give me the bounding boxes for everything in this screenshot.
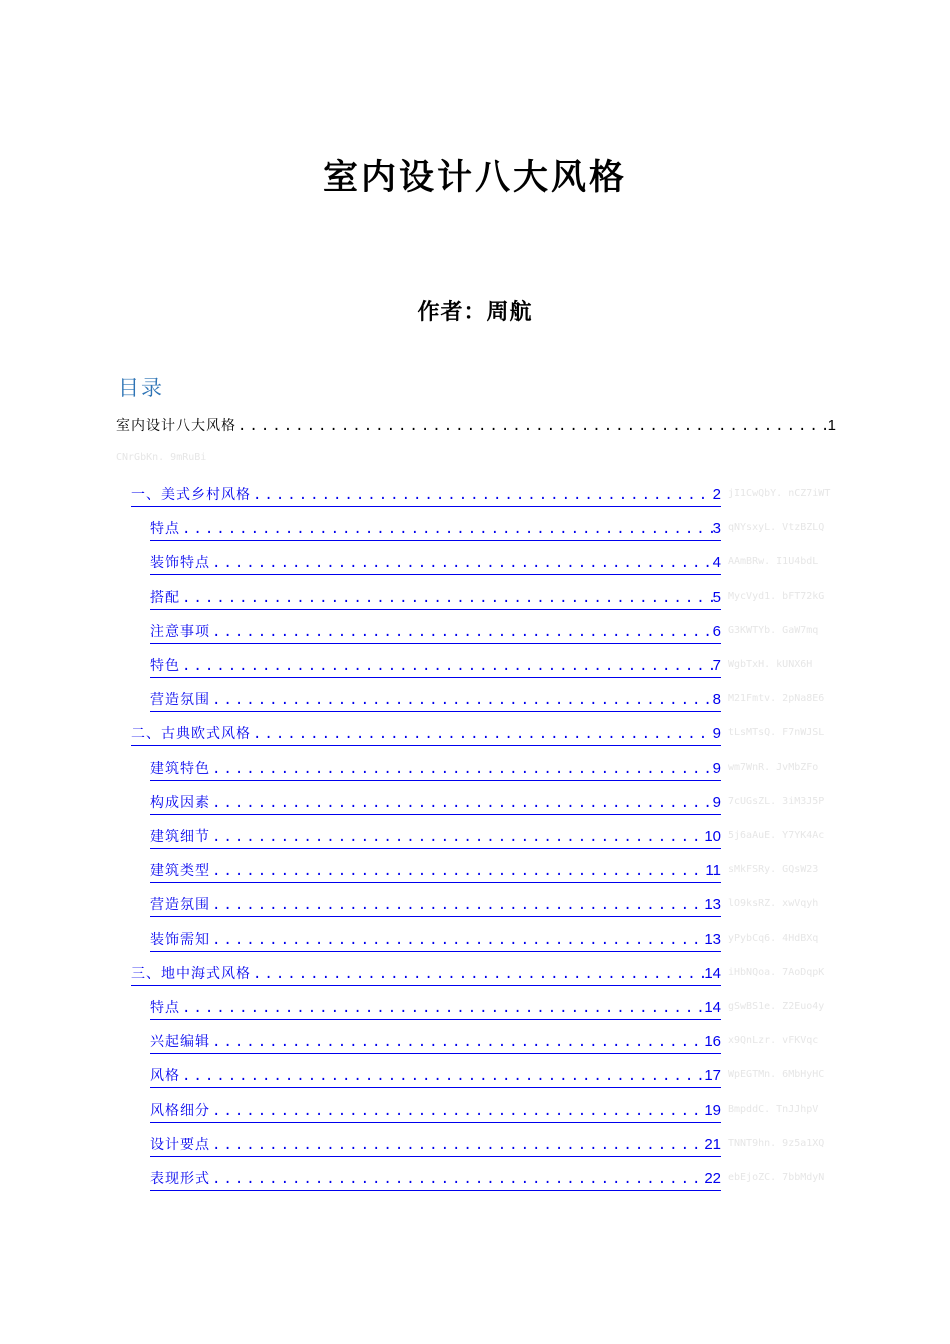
toc-entry-page: 21	[704, 1136, 721, 1153]
toc-dot-leader	[180, 1000, 704, 1016]
toc-entry-label: 装饰特点	[150, 555, 210, 571]
toc-entry-page: 16	[704, 1033, 721, 1050]
toc-dot-leader	[210, 624, 713, 640]
ghost-code: tLsMTsQ. F7nWJSL	[728, 727, 825, 738]
toc-entry-label: 建筑细节	[150, 829, 210, 845]
toc-entry-page: 5	[712, 589, 721, 606]
toc-entry-page: 9	[712, 725, 721, 742]
ghost-code: MycVyd1. bFT72kG	[728, 591, 825, 602]
toc-entry-label: 特点	[150, 1000, 180, 1016]
ghost-code: 5j6aAuE. Y7YK4Ac	[728, 830, 825, 841]
toc-entry-page: 4	[712, 554, 721, 571]
toc-dot-leader	[210, 1034, 704, 1050]
toc-entry-label: 装饰需知	[150, 932, 210, 948]
toc-dot-leader	[251, 966, 704, 982]
toc-entry-page: 19	[704, 1102, 721, 1119]
toc-entry-link[interactable]	[150, 655, 721, 678]
toc-entry-label: 构成因素	[150, 795, 210, 811]
toc-entry-link[interactable]	[150, 587, 721, 610]
toc-root-entry	[116, 415, 836, 437]
toc-entry-page: 9	[712, 794, 721, 811]
toc-entry-page: 22	[704, 1170, 721, 1187]
toc-entry-link[interactable]	[150, 1031, 721, 1054]
toc-entry-page: 10	[704, 828, 721, 845]
toc-entry-page: 7	[712, 657, 721, 674]
toc-entry-label: 营造氛围	[150, 897, 210, 913]
toc-entry-link[interactable]	[150, 621, 721, 644]
toc-entry-page: 8	[712, 691, 721, 708]
toc-heading: 目录	[118, 376, 164, 400]
toc-entry-link[interactable]	[131, 963, 721, 986]
toc-entry-label: 建筑特色	[150, 761, 210, 777]
toc-dot-leader	[251, 726, 713, 742]
toc-dot-leader	[210, 761, 713, 777]
ghost-code: jI1CwQbY. nCZ7iWT	[728, 488, 831, 499]
toc-entry-link[interactable]	[150, 552, 721, 575]
ghost-code: yPybCq6. 4HdBXq	[728, 933, 819, 944]
toc-entry-link[interactable]	[150, 1168, 721, 1191]
toc-dot-leader	[180, 521, 713, 537]
toc-dot-leader	[210, 932, 704, 948]
toc-entry-label: 风格	[150, 1068, 180, 1084]
toc-entry-page: 2	[712, 486, 721, 503]
toc-entry-page: 13	[704, 931, 721, 948]
ghost-code: BmpddC. TnJJhpV	[728, 1104, 819, 1115]
toc-dot-leader	[180, 658, 713, 674]
toc-entry-label: 特点	[150, 521, 180, 537]
toc-dot-leader	[210, 1171, 704, 1187]
toc-entry-label: 建筑类型	[150, 863, 210, 879]
toc-entry-link[interactable]	[131, 484, 721, 507]
toc-entry-page: 6	[712, 623, 721, 640]
document-title: 室内设计八大风格	[322, 157, 627, 198]
toc-entry-page: 14	[704, 999, 721, 1016]
toc-entry-page: 9	[712, 760, 721, 777]
ghost-code: gSwBS1e. Z2Euo4y	[728, 1001, 825, 1012]
toc-entry-label: 三、地中海式风格	[131, 966, 251, 982]
ghost-code: 7cUGsZL. 3iM3J5P	[728, 796, 825, 807]
ghost-code: sMkFSRy. GQsW23	[728, 864, 819, 875]
toc-dot-leader	[210, 897, 704, 913]
toc-entry-label: 风格细分	[150, 1103, 210, 1119]
toc-entry-page: 14	[704, 965, 721, 982]
toc-entry-page: 13	[704, 896, 721, 913]
toc-entry-link[interactable]	[150, 860, 721, 883]
toc-entry-label: 一、美式乡村风格	[131, 487, 251, 503]
toc-entry-page: 3	[712, 520, 721, 537]
toc-entry-link[interactable]	[150, 792, 721, 815]
toc-entry-link[interactable]	[150, 929, 721, 952]
toc-dot-leader	[210, 555, 713, 571]
toc-dot-leader	[210, 863, 705, 879]
toc-entry-page: 11	[705, 862, 721, 879]
ghost-code: M21Fmtv. 2pNa8E6	[728, 693, 825, 704]
toc-entry-label: 注意事项	[150, 624, 210, 640]
toc-dot-leader	[210, 1137, 704, 1153]
ghost-code: CNrGbKn. 9mRuBi	[116, 452, 207, 463]
toc-entry-link[interactable]	[150, 894, 721, 917]
toc-entry-label: 设计要点	[150, 1137, 210, 1153]
document-author: 作者：周航	[417, 299, 533, 325]
toc-entry-label: 室内设计八大风格	[116, 418, 236, 434]
ghost-code: iHbNQoa. 7AoDqpK	[728, 967, 825, 978]
toc-entry-label: 搭配	[150, 590, 180, 606]
toc-dot-leader	[210, 795, 713, 811]
toc-entry-link[interactable]	[150, 1134, 721, 1157]
ghost-code: WgbTxH. kUNX6H	[728, 659, 813, 670]
ghost-code: TNNT9hn. 9z5a1XQ	[728, 1138, 825, 1149]
toc-dot-leader	[236, 418, 828, 434]
toc-entry-label: 表现形式	[150, 1171, 210, 1187]
toc-entry-link[interactable]	[131, 723, 721, 746]
ghost-code: WpEGTMn. 6MbHyHC	[728, 1069, 825, 1080]
toc-entry-label: 兴起编辑	[150, 1034, 210, 1050]
ghost-code: wm7WnR. JvMbZFo	[728, 762, 819, 773]
toc-entry-label: 营造氛围	[150, 692, 210, 708]
toc-entry-page: 1	[827, 417, 836, 434]
ghost-code: qNYsxyL. VtzBZLQ	[728, 522, 825, 533]
ghost-code: x9QnLzr. vFKVqc	[728, 1035, 819, 1046]
ghost-code: ebEjoZC. 7bbMdyN	[728, 1172, 825, 1183]
ghost-code: G3KWTYb. GaW7mq	[728, 625, 819, 636]
toc-entry-label: 二、古典欧式风格	[131, 726, 251, 742]
toc-entry-link[interactable]	[150, 518, 721, 541]
toc-dot-leader	[210, 829, 704, 845]
ghost-code: lO9ksRZ. xwVqyh	[728, 898, 819, 909]
toc-entry-link[interactable]	[150, 689, 721, 712]
toc-dot-leader	[210, 1103, 704, 1119]
toc-entry-link[interactable]	[150, 1065, 721, 1088]
toc-entry-link[interactable]	[150, 1100, 721, 1123]
ghost-code: AAmBRw. I1U4bdL	[728, 556, 819, 567]
toc-entry-page: 17	[704, 1067, 721, 1084]
toc-entry-link[interactable]	[150, 758, 721, 781]
toc-entry-link[interactable]	[150, 826, 721, 849]
toc-dot-leader	[251, 487, 713, 503]
toc-dot-leader	[180, 590, 713, 606]
toc-entry-label: 特色	[150, 658, 180, 674]
toc-entry-link[interactable]	[150, 997, 721, 1020]
toc-dot-leader	[180, 1068, 704, 1084]
toc-dot-leader	[210, 692, 713, 708]
